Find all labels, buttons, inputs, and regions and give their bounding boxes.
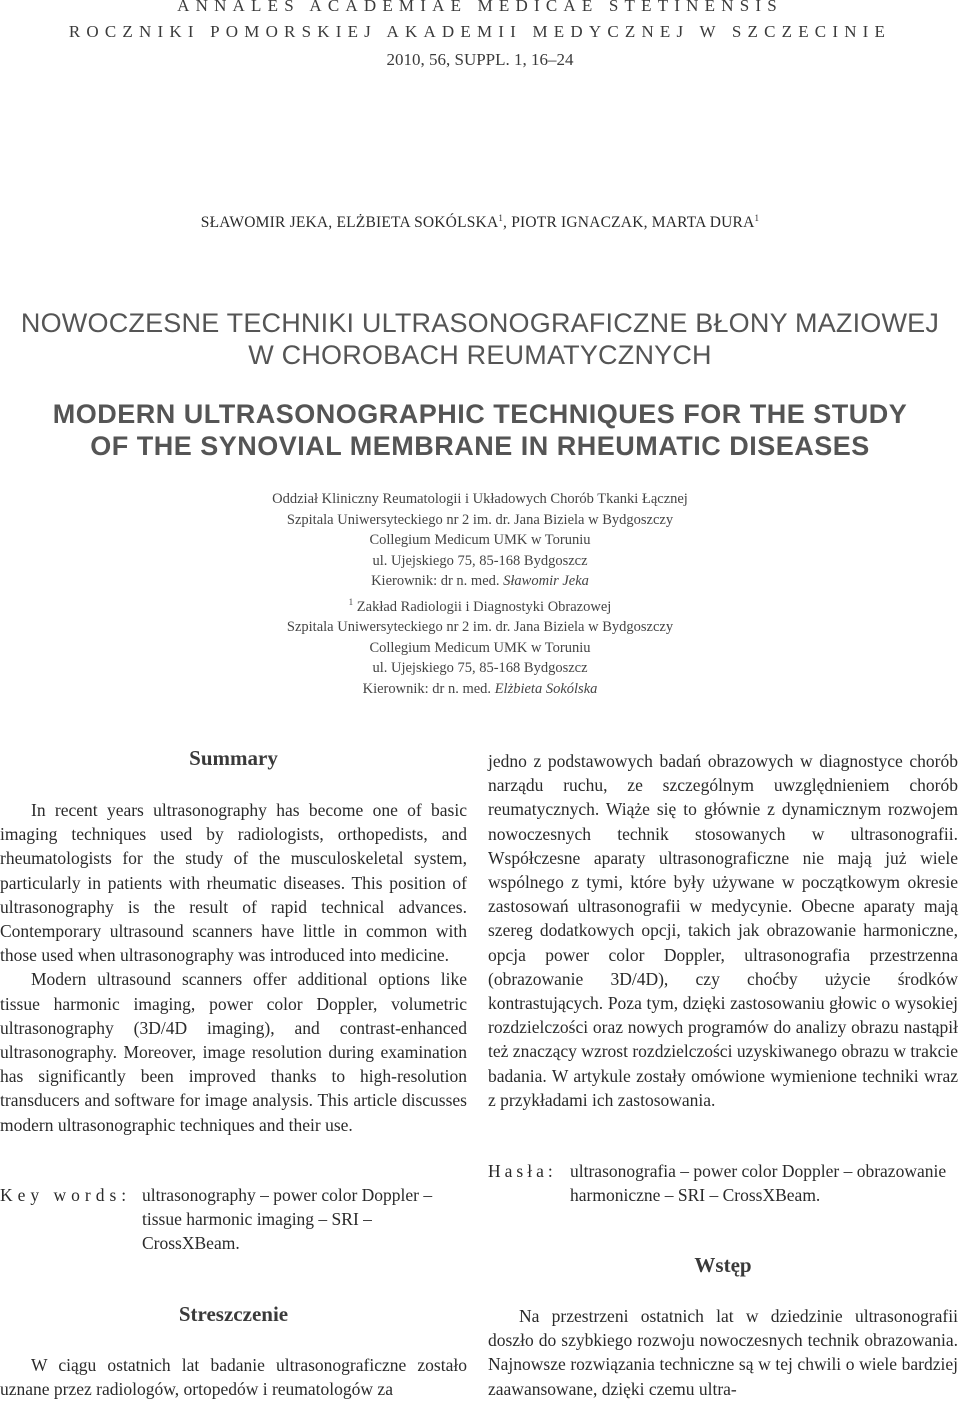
paragraph: In recent years ultrasonography has become one of basic imaging techniques used by radiologists, orthopedists, and rheumatologists for the study of the musculoskeletal system, particularly in patients with rheumatic diseases. This position of ultrasonography is the result of rapid technical advances. Contemporary ultrasound scanners have little in common with those used when ultrasonography was introduced into medicine. <box>0 800 467 966</box>
keywords-polish-text: ultrasonografia – power color Doppler – obrazowanie harmoniczne – SRI – CrossXBeam. <box>570 1161 947 1206</box>
issue-info: 2010, 56, SUPPL. 1, 16–24 <box>386 50 574 69</box>
affiliation-head: Kierownik: dr n. med. Elżbieta Sokólska <box>362 680 598 697</box>
affiliation-head: Kierownik: dr n. med. Sławomir Jeka <box>371 573 589 589</box>
paragraph: Modern ultrasound scanners offer additional options like tissue harmonic imaging, power color Doppler, volumetric ultrasonography (3D/4D imaging), and contrast-enhanced ultrasonography. Moreover, image resolution during examination has significantly been improved thanks to high-resolution transducers and software for image analysis. This article discusses modern ultrasonographic techniques and their use. <box>0 969 467 1135</box>
affiliation-line: Oddział Kliniczny Reumatologii i Układowych Chorób Tkanki Łącznej <box>272 491 688 507</box>
title-line: MODERN ULTRASONOGRAPHIC TECHNIQUES FOR THE STUDY <box>52 399 908 429</box>
wstep-heading: Wstęp <box>694 1253 752 1277</box>
paragraph: jedno z podstawowych badań obrazowych w diagnostyce chorób narządu ruchu, ze szczególnym uwzględnieniem chorób reumatycznych. Wiąże się to głównie z dynamicznym rozwojem nowoczesnych technik stosowanych w ultrasonografii. Współczesne aparaty ultrasonograficzne nie mają już wiele wspólnego z tymi, które były używane w początkowym okresie zastosowań ultrasonografii w medycynie. Obecne aparaty mają szereg dodatkowych opcji, takich jak obrazowanie harmoniczne, opcja power color Doppler, ultrasonografia przestrzenna (obrazowanie 3D/4D), czy choćby użycie środków kontrastujących. Poza tym, dzięki zastosowaniu głowic o wysokiej rozdzielczości oraz nowych programów do analizy obrazu nastąpił też znaczący wzrost rozdzielczości uzyskiwanego obrazu w trakcie badania. W artykule zostały omówione wymienione techniki wraz z przykładami ich zastosowania. <box>488 751 958 1110</box>
title-polish <box>0 307 960 371</box>
summary-heading: Summary <box>189 746 278 770</box>
wstep-body <box>488 1304 958 1401</box>
affiliation-secondary <box>0 592 960 699</box>
affiliation-mark: 1 <box>498 213 504 223</box>
keywords-text: ultrasonography – power color Doppler – tissue harmonic imaging – SRI – CrossXBeam. <box>142 1185 433 1254</box>
title-line: OF THE SYNOVIAL MEMBRANE IN RHEUMATIC DISEASES <box>90 431 870 461</box>
paragraph: W ciągu ostatnich lat badanie ultrasonograficzne zostało uznane przez radiologów, ortopedów i reumatologów za <box>0 1355 467 1400</box>
affiliation-line: Szpitala Uniwersyteckiego nr 2 im. dr. Jana Biziela w Bydgoszczy <box>286 619 674 636</box>
title-english <box>0 398 960 462</box>
keywords-polish-label: Hasła: <box>488 1161 557 1181</box>
affiliation-line: Szpitala Uniwersyteckiego nr 2 im. dr. Jana Biziela w Bydgoszczy <box>286 511 674 528</box>
journal-title-latin: ANNALES ACADEMIAE MEDICAE STETINENSIS <box>177 0 783 15</box>
affiliation-line: $^1$ Zakład Radiologii i Diagnostyki Obrazowej <box>348 597 612 615</box>
author-name: SŁAWOMIR JEKA, <box>200 214 337 232</box>
affiliation-line: Collegium Medicum UMK w Toruniu <box>369 532 591 548</box>
author-name: ELŻBIETA SOKÓLSKA <box>336 214 499 232</box>
title-line: W CHOROBACH REUMATYCZNYCH <box>248 340 712 370</box>
paragraph: Na przestrzeni ostatnich lat w dziedzinie ultrasonografii doszło do szybkiego rozwoju nowoczesnych technik obrazowania. Najnowsze rozwiązania techniczne są w tej chwili o wiele bardziej zaawansowane, dzięki czemu ultra- <box>488 1306 958 1399</box>
author-list <box>0 213 960 232</box>
author-name: , PIOTR IGNACZAK, <box>503 214 652 232</box>
summary-body <box>0 798 467 1137</box>
author-name: MARTA DURA <box>651 214 755 232</box>
abstract-polish-body <box>488 749 958 1112</box>
streszczenie-heading: Streszczenie <box>178 1302 289 1326</box>
affiliation-line: ul. Ujejskiego 75, 85-168 Bydgoszcz <box>372 552 588 569</box>
keywords-polish <box>488 1159 958 1207</box>
keywords-label: Key words: <box>0 1185 132 1205</box>
affiliation-mark: 1 <box>754 213 760 223</box>
affiliation-line: ul. Ujejskiego 75, 85-168 Bydgoszcz <box>372 660 588 677</box>
journal-title-polish: ROCZNIKI POMORSKIEJ AKADEMII MEDYCZNEJ W SZCZECINIE <box>68 22 892 41</box>
streszczenie-body <box>0 1353 467 1401</box>
affiliation-line: Collegium Medicum UMK w Toruniu <box>369 639 591 656</box>
keywords <box>0 1183 470 1256</box>
affiliation-primary <box>0 489 960 592</box>
title-line: NOWOCZESNE TECHNIKI ULTRASONOGRAFICZNE BŁONY MAZIOWEJ <box>20 308 940 338</box>
